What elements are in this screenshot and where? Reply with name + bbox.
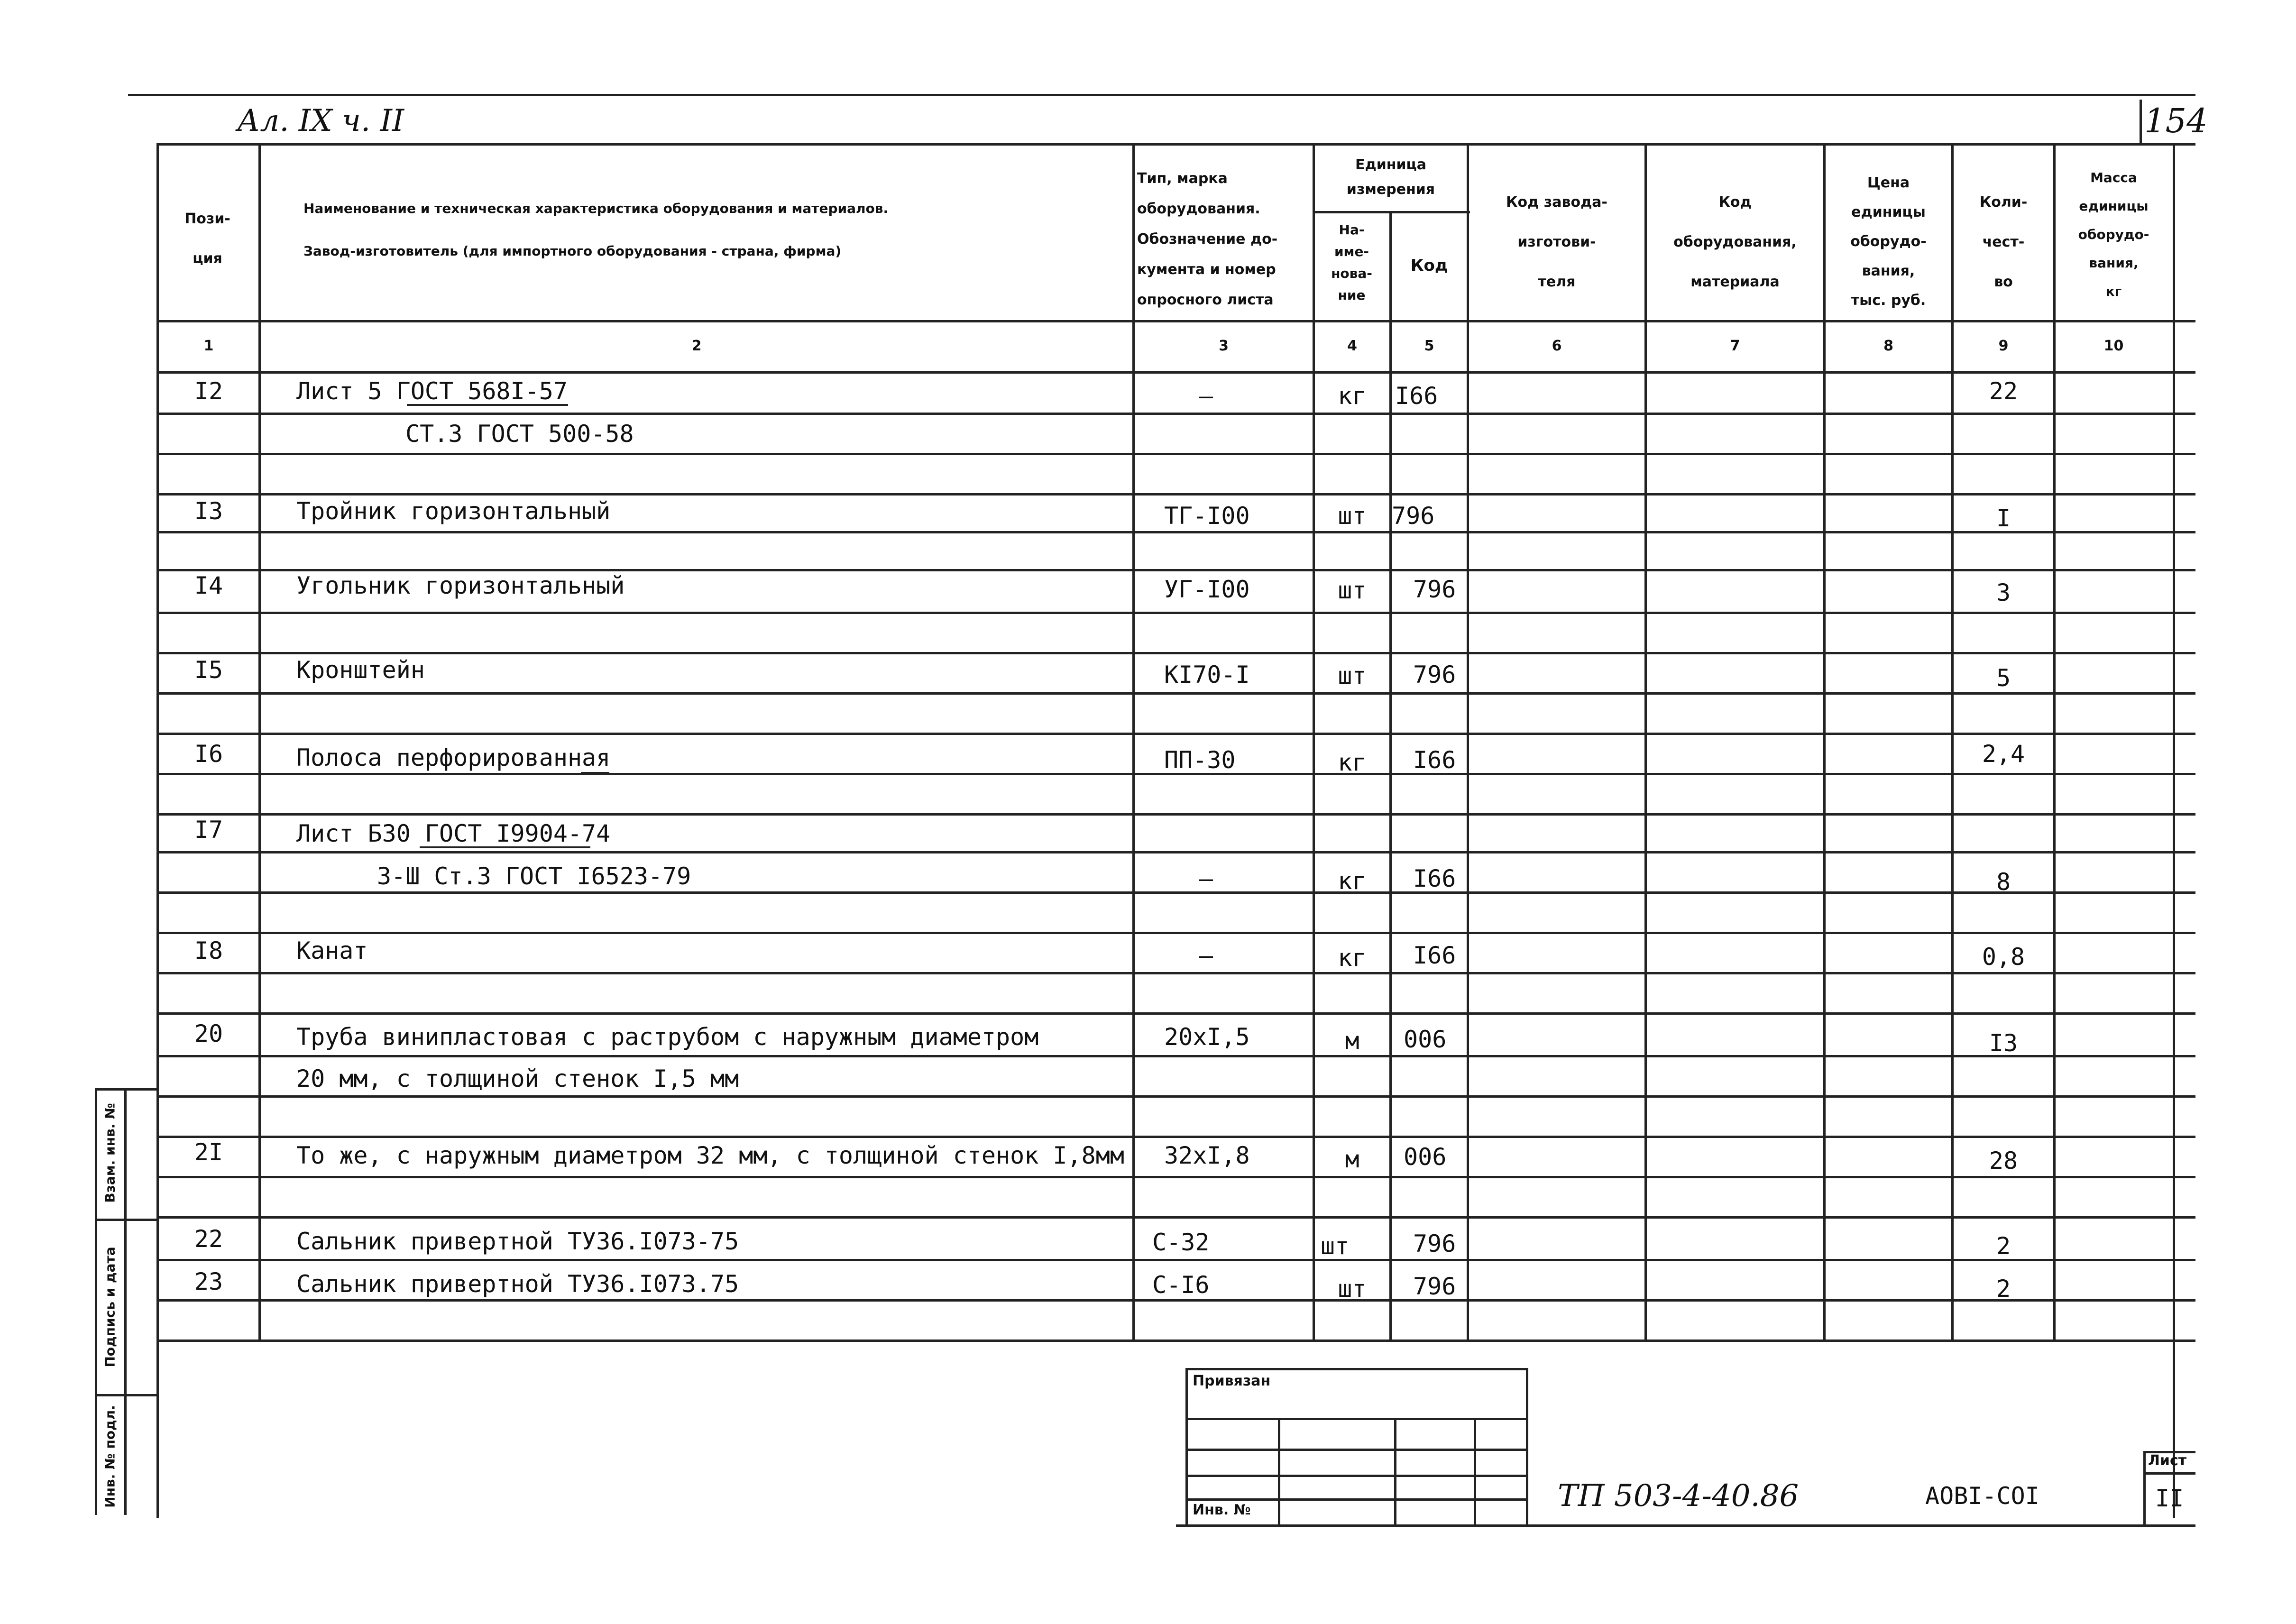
- cell-code: I66: [1413, 865, 1456, 892]
- cell-unit: шт: [1338, 502, 1367, 530]
- side-box-inv-original: Инв. № подл.: [102, 1405, 118, 1508]
- cell-name: Кронштейн: [296, 656, 425, 684]
- colnum-6: 6: [1552, 338, 1562, 354]
- sheet-annotation: Ал. IX ч. II: [237, 103, 404, 138]
- side-box-signature-date: Подпись и дата: [102, 1247, 118, 1367]
- top-rule: [128, 94, 2195, 96]
- colnum-2: 2: [691, 338, 702, 354]
- cell-name: Тройник горизонтальный: [296, 497, 611, 525]
- cell-type: –: [1198, 942, 1213, 969]
- cell-unit: шт: [1338, 1275, 1367, 1303]
- linked-label: Привязан: [1193, 1373, 1271, 1389]
- page-number-frame: [2140, 100, 2142, 143]
- cell-qty: 3: [1996, 579, 2011, 606]
- header-col4: На- име- нова- ние: [1331, 222, 1372, 303]
- cell-unit: шт: [1338, 662, 1367, 689]
- cell-name: Канат: [296, 937, 368, 964]
- cell-qty: 2: [1996, 1275, 2011, 1303]
- cell-type: С-I6: [1152, 1271, 1210, 1299]
- side-box-replace-inv: Взам. инв. №: [102, 1103, 118, 1203]
- header-col3: Тип, марка оборудования. Обозначение до- кумента и номер опросного листа: [1137, 170, 1278, 308]
- cell-position: I3: [194, 497, 223, 525]
- cell-type: 20xI,5: [1164, 1023, 1250, 1051]
- cell-code: 796: [1413, 1230, 1456, 1257]
- cell-unit: шт: [1338, 577, 1367, 604]
- header-col7: Код оборудования, материала: [1673, 194, 1797, 290]
- cell-position: 20: [194, 1020, 223, 1047]
- cell-unit: кг: [1338, 382, 1367, 410]
- cell-position: 2I: [194, 1138, 223, 1166]
- header-col2: Наименование и техническая характеристика оборудования и материалов. Завод-изготовитель (для импортного оборудования - страна, фирма): [303, 201, 889, 259]
- cell-qty: 28: [1989, 1147, 2018, 1174]
- cell-type: –: [1198, 382, 1213, 410]
- cell-qty: 5: [1996, 664, 2011, 692]
- cell-qty: 0,8: [1982, 943, 2025, 971]
- cell-position: 23: [194, 1268, 223, 1295]
- cell-code: 006: [1404, 1143, 1447, 1171]
- cell-qty: I: [1996, 505, 2011, 532]
- cell-name: Сальник привертной ТУ36.I073-75: [296, 1228, 739, 1255]
- colnum-4: 4: [1347, 338, 1357, 354]
- cell-qty: 8: [1996, 868, 2011, 896]
- cell-unit: м: [1345, 1027, 1359, 1055]
- cell-code: 796: [1413, 661, 1456, 688]
- sheet-code: АОВI-СОI: [1925, 1482, 2039, 1510]
- cell-unit: кг: [1338, 749, 1367, 776]
- cell-name: Лист 5 ГОСТ 568I-57: [296, 377, 568, 405]
- header-col5: Код: [1410, 256, 1448, 275]
- cell-name: Сальник привертной ТУ36.I073.75: [296, 1270, 739, 1298]
- cell-type: ПП-30: [1164, 746, 1236, 774]
- sheet-label: Лист: [2148, 1452, 2187, 1469]
- cell-position: I7: [194, 816, 223, 844]
- doc-code: ТП 503-4-40.86: [1558, 1478, 1799, 1514]
- cell-name: Угольник горизонтальный: [296, 572, 625, 599]
- cell-unit: кг: [1338, 867, 1367, 895]
- cell-code: 006: [1404, 1026, 1447, 1053]
- cell-name: СТ.3 ГОСТ 500-58: [405, 420, 634, 448]
- header-col8: Цена единицы оборудо- вания, тыс. руб.: [1850, 174, 1927, 309]
- cell-code: 796: [1413, 576, 1456, 603]
- cell-type: С-32: [1152, 1229, 1210, 1256]
- cell-code: 796: [1392, 502, 1435, 530]
- cell-type: УГ-I00: [1164, 576, 1250, 603]
- cell-name: 3-Ш Ст.3 ГОСТ I6523-79: [377, 862, 691, 890]
- cell-code: I66: [1395, 382, 1438, 410]
- cell-unit: шт: [1321, 1232, 1350, 1260]
- underline: [581, 772, 609, 774]
- colnum-5: 5: [1424, 338, 1434, 354]
- inv-label: Инв. №: [1193, 1502, 1251, 1518]
- cell-position: 22: [194, 1225, 223, 1253]
- cell-unit: м: [1345, 1146, 1359, 1173]
- header-col1: Пози- ция: [184, 211, 230, 267]
- cell-position: I8: [194, 937, 223, 964]
- header-col10: Масса единицы оборудо- вания, кг: [2078, 170, 2149, 299]
- cell-name: Труба винипластовая с раструбом с наружным диаметром: [296, 1023, 1039, 1051]
- cell-type: КI70-I: [1164, 661, 1250, 688]
- colnum-1: 1: [203, 338, 214, 354]
- cell-qty: 22: [1989, 377, 2018, 405]
- cell-code: 796: [1413, 1273, 1456, 1300]
- header-col9: Коли- чест- во: [1979, 194, 2028, 290]
- cell-type: ТГ-I00: [1164, 502, 1250, 530]
- cell-qty: 2: [1996, 1232, 2011, 1260]
- colnum-10: 10: [2103, 338, 2124, 354]
- cell-name: Лист Б30 ГОСТ I9904-74: [296, 820, 611, 847]
- colnum-3: 3: [1219, 338, 1229, 354]
- header-col6: Код завода- изготови- теля: [1506, 194, 1607, 290]
- cell-name: 20 мм, с толщиной стенок I,5 мм: [296, 1065, 739, 1092]
- cell-qty: I3: [1989, 1029, 2018, 1057]
- cell-type: –: [1198, 865, 1213, 892]
- cell-unit: кг: [1338, 944, 1367, 972]
- cell-code: I66: [1413, 942, 1456, 969]
- underline: [407, 404, 568, 406]
- cell-code: I66: [1413, 746, 1456, 774]
- cell-type: 32xI,8: [1164, 1142, 1250, 1169]
- header-unit-group: Единица измерения: [1346, 156, 1435, 198]
- cell-position: I2: [194, 377, 223, 405]
- colnum-7: 7: [1730, 338, 1740, 354]
- colnum-8: 8: [1883, 338, 1893, 354]
- cell-position: I6: [194, 740, 223, 768]
- cell-name: Полоса перфорированная: [296, 744, 611, 771]
- underline: [420, 846, 590, 848]
- cell-name: То же, с наружным диаметром 32 мм, с толщиной стенок I,8мм: [296, 1142, 1124, 1169]
- page-number: 154: [2144, 101, 2208, 140]
- cell-position: I5: [194, 656, 223, 684]
- sheet-value: II: [2155, 1485, 2184, 1512]
- cell-qty: 2,4: [1982, 740, 2025, 768]
- cell-position: I4: [194, 572, 223, 599]
- colnum-9: 9: [1998, 338, 2009, 354]
